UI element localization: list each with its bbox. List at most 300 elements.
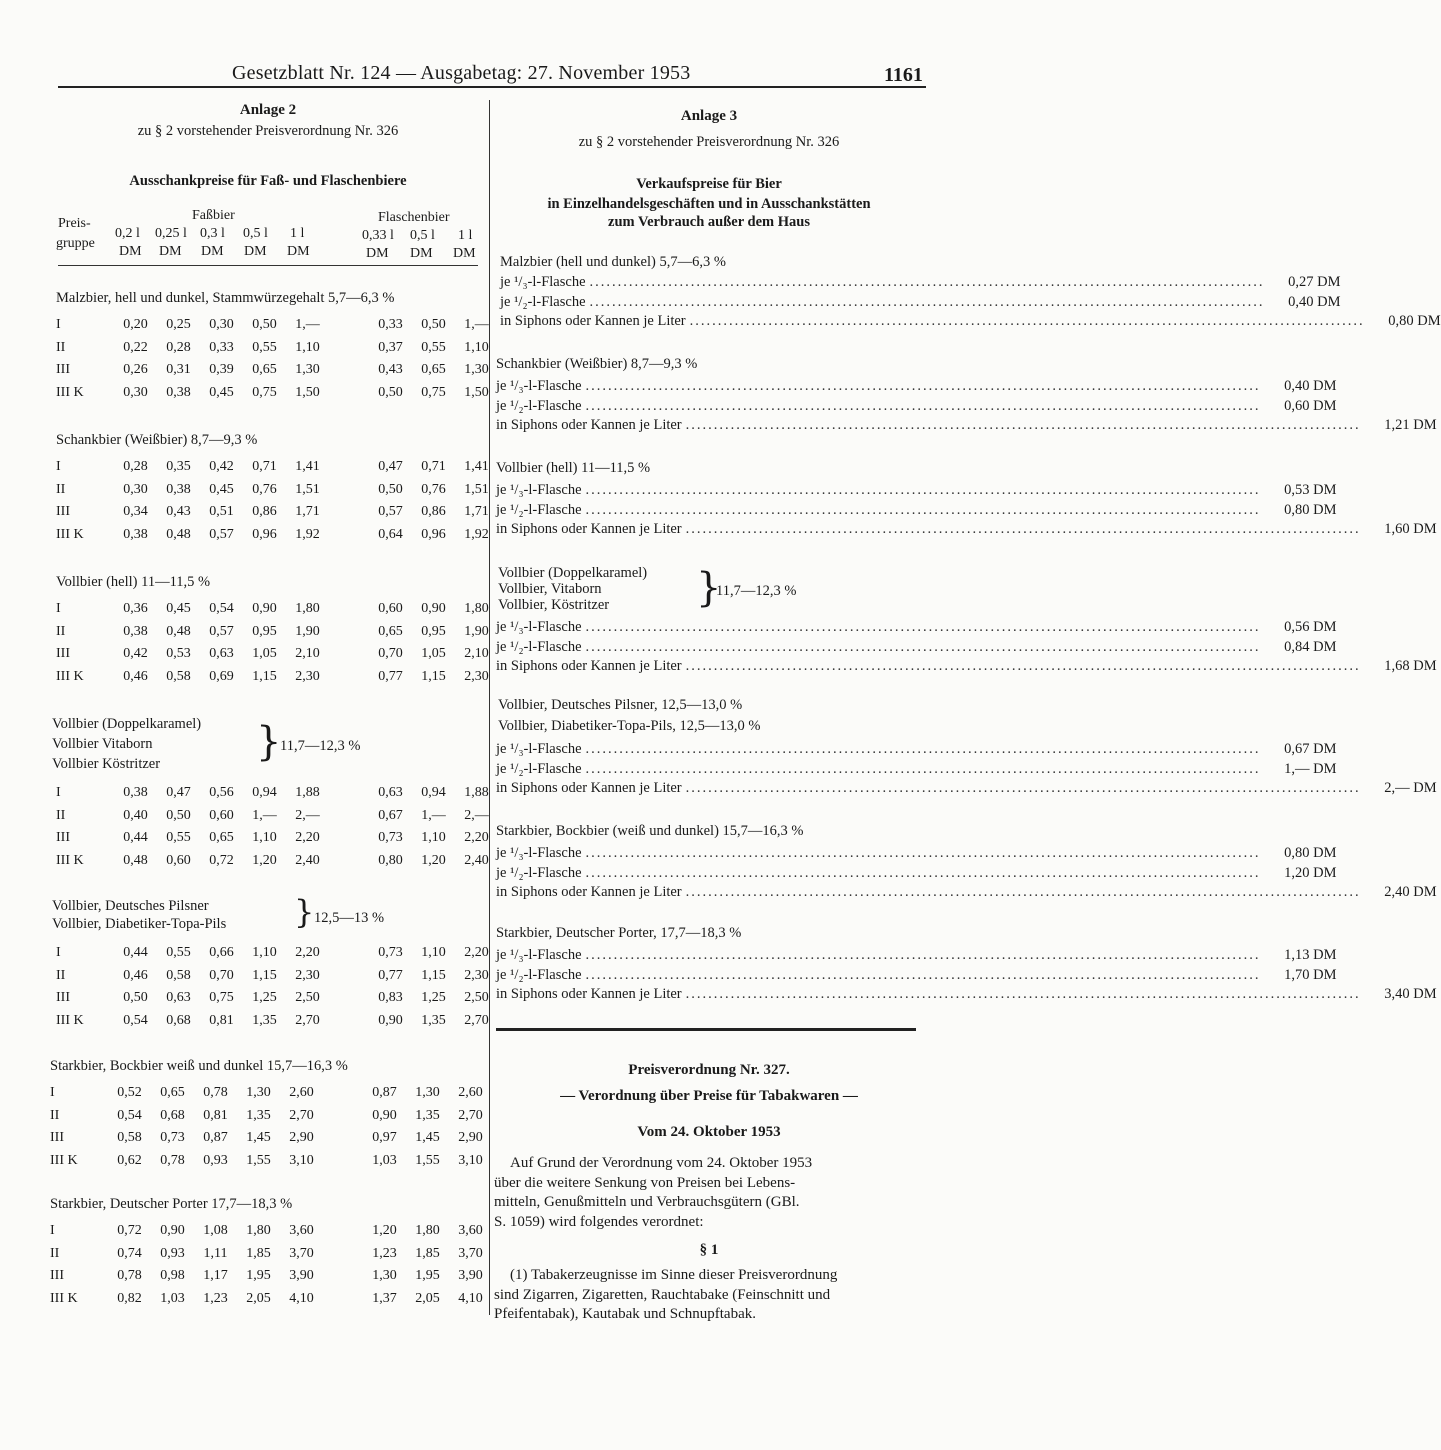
price-cell: 0,81: [209, 1012, 234, 1028]
retail-price-line: [496, 638, 1337, 658]
retail-item-label: je ¹/₃-l-Flasche: [496, 947, 582, 963]
retail-item-label: je ¹/₃-l-Flasche: [496, 378, 582, 394]
price-cell: 0,71: [252, 459, 277, 475]
price-cell: 0,58: [117, 1130, 142, 1146]
price-group-cell: III: [56, 830, 70, 846]
price-cell: 1,51: [295, 481, 320, 497]
price-cell: 1,35: [246, 1107, 271, 1123]
price-cell: 1,15: [252, 967, 277, 983]
price-cell: 1,—: [295, 317, 320, 333]
decree-section-heading: § 1: [699, 1242, 719, 1258]
retail-group-title: Schankbier (Weißbier) 8,7—9,3 %: [496, 356, 698, 372]
table-row: [56, 479, 498, 502]
dot-leader: ........................................................................................................................: [585, 638, 1261, 655]
dot-leader: ........................................................................................................................: [585, 741, 1261, 757]
price-cell: 0,37: [378, 339, 403, 355]
price-cell: 0,38: [123, 623, 148, 639]
col-header-0-25: 0,25 l: [155, 226, 187, 241]
price-cell: 0,65: [160, 1085, 185, 1101]
price-group-cell: III K: [56, 1012, 84, 1028]
retail-price-line: [496, 883, 1437, 903]
table-row: [56, 805, 498, 828]
price-cell: 0,55: [166, 945, 191, 961]
price-cell: 1,—: [252, 807, 277, 823]
price-cell: 0,93: [160, 1245, 185, 1261]
table-row: [56, 314, 498, 337]
price-cell: 0,33: [209, 339, 234, 355]
table-row: [56, 382, 498, 405]
retail-price-line: [496, 740, 1337, 760]
retail-price-line: [500, 293, 1341, 313]
price-group-cell: III: [56, 990, 70, 1006]
group-range: 12,5—13 %: [314, 910, 385, 926]
price-cell: 0,38: [123, 785, 148, 801]
price-cell: 0,94: [421, 785, 446, 801]
group-title-line: Vollbier Vitaborn: [52, 736, 153, 752]
price-cell: 1,03: [372, 1152, 397, 1168]
price-cell: 1,45: [246, 1130, 271, 1146]
price-cell: 1,80: [246, 1223, 271, 1239]
price-cell: 0,72: [209, 852, 234, 868]
retail-item-label: in Siphons oder Kannen je Liter: [496, 884, 682, 900]
price-cell: 0,44: [123, 945, 148, 961]
col-header-0-3: 0,3 l: [200, 226, 225, 241]
group-title-line: Vollbier, Diabetiker-Topa-Pils, 12,5—13,0 %: [498, 718, 761, 734]
retail-price-line: [500, 273, 1341, 293]
price-cell: 0,65: [252, 362, 277, 378]
price-cell: 2,—: [464, 807, 489, 823]
price-cell: 2,50: [464, 990, 489, 1006]
retail-item-price: 1,68 DM: [1384, 658, 1437, 674]
col-header-0-5-fl: 0,5 l: [410, 228, 435, 243]
price-cell: 0,26: [123, 362, 148, 378]
group-title: Schankbier (Weißbier) 8,7—9,3 %: [56, 432, 258, 448]
table-row: [56, 456, 498, 479]
price-cell: 1,23: [203, 1290, 228, 1306]
price-cell: 2,30: [295, 967, 320, 983]
group-title-line: Vollbier, Köstritzer: [498, 597, 610, 613]
price-cell: 0,22: [123, 339, 148, 355]
retail-price-line: [496, 481, 1337, 501]
price-cell: 0,62: [117, 1152, 142, 1168]
price-cell: 1,35: [252, 1012, 277, 1028]
price-cell: 0,50: [378, 481, 403, 497]
retail-price-line: [496, 779, 1437, 799]
group-title-line: Vollbier, Vitaborn: [498, 581, 602, 597]
price-cell: 0,56: [209, 785, 234, 801]
retail-group: [496, 823, 1437, 903]
retail-price-line: [496, 760, 1337, 780]
group-range: 11,7—12,3 %: [280, 738, 361, 754]
price-cell: 0,54: [209, 601, 234, 617]
section-rule: [496, 1028, 916, 1031]
price-cell: 1,50: [464, 384, 489, 400]
price-cell: 1,15: [252, 668, 277, 684]
price-cell: 1,10: [421, 945, 446, 961]
price-cell: 0,33: [378, 317, 403, 333]
price-cell: 2,40: [295, 852, 320, 868]
price-cell: 2,05: [415, 1290, 440, 1306]
price-group-cell: III: [56, 646, 70, 662]
column-gap: [323, 1150, 363, 1173]
price-cell: 0,78: [203, 1085, 228, 1101]
price-group-cell: III K: [56, 852, 84, 868]
table-row: [56, 942, 498, 965]
price-cell: 2,50: [295, 990, 320, 1006]
price-cell: 0,83: [378, 990, 403, 1006]
price-cell: 1,15: [421, 668, 446, 684]
col-header-dm: DM: [287, 244, 310, 259]
price-cell: 1,03: [160, 1290, 185, 1306]
price-cell: 3,70: [458, 1245, 483, 1261]
price-cell: 1,80: [464, 601, 489, 617]
price-cell: 0,68: [160, 1107, 185, 1123]
retail-item-price: 1,70 DM: [1284, 966, 1337, 983]
group-title-line: Vollbier (Doppelkaramel): [498, 565, 648, 581]
price-table: [56, 314, 498, 404]
table-row: [50, 1243, 492, 1266]
price-cell: 0,95: [252, 623, 277, 639]
price-cell: 0,70: [209, 967, 234, 983]
column-gap: [329, 666, 369, 689]
retail-group: [496, 460, 1437, 540]
price-cell: 0,57: [209, 623, 234, 639]
price-cell: 0,87: [203, 1130, 228, 1146]
retail-item-price: 0,53 DM: [1284, 482, 1337, 498]
price-cell: 1,30: [246, 1085, 271, 1101]
price-cell: 0,38: [123, 526, 148, 542]
price-cell: 1,25: [252, 990, 277, 1006]
price-cell: 0,74: [117, 1245, 142, 1261]
dot-leader: ........................................................................................................................: [585, 482, 1261, 498]
column-gap: [329, 850, 369, 873]
price-cell: 0,42: [209, 459, 234, 475]
price-cell: 3,60: [289, 1223, 314, 1239]
price-cell: 3,90: [458, 1268, 483, 1284]
price-cell: 1,10: [252, 830, 277, 846]
price-cell: 0,50: [421, 317, 446, 333]
price-cell: 2,30: [295, 668, 320, 684]
group-title: Vollbier (hell) 11—11,5 %: [56, 574, 211, 590]
price-cell: 0,60: [209, 807, 234, 823]
retail-item-label: je ¹/₂-l-Flasche: [496, 501, 582, 518]
retail-group: [496, 925, 1437, 1005]
col-header-0-33: 0,33 l: [362, 228, 394, 243]
price-cell: 1,20: [421, 852, 446, 868]
table-row: [50, 1220, 492, 1243]
price-cell: 0,45: [209, 481, 234, 497]
table-row: [50, 1150, 492, 1173]
price-group-cell: II: [50, 1245, 60, 1261]
right-title-line: zum Verbrauch außer dem Haus: [608, 214, 810, 230]
price-cell: 0,43: [378, 362, 403, 378]
column-gap: [323, 1243, 363, 1266]
price-cell: 1,45: [415, 1130, 440, 1146]
price-cell: 0,52: [117, 1085, 142, 1101]
price-cell: 0,93: [203, 1152, 228, 1168]
retail-item-price: 0,40 DM: [1284, 378, 1337, 394]
price-group-cell: I: [56, 785, 61, 801]
price-cell: 1,—: [421, 807, 446, 823]
dot-leader: ........................................................................................................................: [685, 658, 1361, 674]
price-cell: 0,60: [378, 601, 403, 617]
price-cell: 1,20: [372, 1223, 397, 1239]
price-cell: 0,30: [209, 317, 234, 333]
column-gap: [329, 456, 369, 479]
price-cell: 0,36: [123, 601, 148, 617]
price-group-cell: II: [56, 967, 66, 983]
retail-price-line: [496, 966, 1337, 986]
decree-section-line: sind Zigarren, Zigaretten, Rauchtabake (Feinschnitt und: [494, 1286, 831, 1303]
price-cell: 0,67: [378, 807, 403, 823]
retail-price-line: [496, 864, 1337, 884]
price-cell: 0,90: [378, 1012, 403, 1028]
price-cell: 0,47: [378, 459, 403, 475]
price-cell: 1,11: [203, 1245, 228, 1261]
retail-item-label: in Siphons oder Kannen je Liter: [496, 780, 682, 796]
decree-subtitle: — Verordnung über Preise für Tabakwaren —: [560, 1088, 858, 1104]
price-group-cell: III K: [56, 526, 84, 542]
retail-price-line: [496, 946, 1337, 966]
price-cell: 2,70: [464, 1012, 489, 1028]
price-cell: 1,95: [415, 1268, 440, 1284]
price-group-cell: III K: [50, 1290, 78, 1306]
price-cell: 0,43: [166, 504, 191, 520]
retail-item-label: je ¹/₂-l-Flasche: [496, 397, 582, 414]
dot-leader: ........................................................................................................................: [585, 397, 1261, 414]
price-cell: 1,51: [464, 481, 489, 497]
price-cell: 1,25: [421, 990, 446, 1006]
dot-leader: ........................................................................................................................: [589, 293, 1265, 310]
price-cell: 0,57: [209, 526, 234, 542]
table-row: [56, 850, 498, 873]
price-cell: 2,60: [458, 1085, 483, 1101]
dot-leader: ........................................................................................................................: [685, 417, 1361, 433]
price-cell: 1,41: [295, 459, 320, 475]
retail-group: [496, 618, 1437, 677]
retail-price-line: [496, 520, 1437, 540]
price-cell: 1,88: [464, 785, 489, 801]
retail-item-label: je ¹/₂-l-Flasche: [496, 760, 582, 777]
price-cell: 0,39: [209, 362, 234, 378]
column-gap: [329, 1010, 369, 1033]
price-cell: 0,75: [421, 384, 446, 400]
price-group-cell: I: [56, 945, 61, 961]
price-cell: 1,95: [246, 1268, 271, 1284]
price-cell: 0,34: [123, 504, 148, 520]
price-cell: 0,76: [421, 481, 446, 497]
price-cell: 0,86: [252, 504, 277, 520]
column-gap: [329, 827, 369, 850]
left-anlage-heading: Anlage 2: [239, 102, 297, 118]
retail-item-price: 2,— DM: [1384, 780, 1437, 796]
table-row: [56, 827, 498, 850]
table-row: [56, 501, 498, 524]
header-rule: [58, 86, 926, 88]
retail-price-line: [496, 844, 1337, 864]
price-cell: 0,90: [421, 601, 446, 617]
price-cell: 0,94: [252, 785, 277, 801]
table-row: [56, 598, 498, 621]
col-header-dm: DM: [201, 244, 224, 259]
price-cell: 0,68: [166, 1012, 191, 1028]
group-title: Starkbier, Deutscher Porter 17,7—18,3 %: [50, 1196, 293, 1212]
price-cell: 0,78: [117, 1268, 142, 1284]
group-title-line: Vollbier, Deutsches Pilsner, 12,5—13,0 %: [498, 697, 743, 713]
retail-item-price: 0,60 DM: [1284, 397, 1337, 414]
col-header-fassbier: Faßbier: [192, 208, 235, 223]
retail-item-label: in Siphons oder Kannen je Liter: [500, 313, 686, 329]
table-row: [56, 359, 498, 382]
price-cell: 1,90: [295, 623, 320, 639]
price-cell: 0,73: [378, 830, 403, 846]
price-cell: 2,20: [295, 830, 320, 846]
price-cell: 0,63: [209, 646, 234, 662]
price-cell: 0,45: [209, 384, 234, 400]
retail-item-label: in Siphons oder Kannen je Liter: [496, 417, 682, 433]
price-cell: 0,28: [123, 459, 148, 475]
price-cell: 0,76: [252, 481, 277, 497]
price-cell: 0,38: [166, 481, 191, 497]
col-header-1: 1 l: [290, 226, 305, 241]
price-cell: 0,65: [421, 362, 446, 378]
dot-leader: ........................................................................................................................: [585, 378, 1261, 394]
price-cell: 0,75: [252, 384, 277, 400]
group-title: Malzbier, hell und dunkel, Stammwürzegehalt 5,7—6,3 %: [56, 290, 395, 306]
price-cell: 1,85: [415, 1245, 440, 1261]
decree-section-line: (1) Tabakerzeugnisse im Sinne dieser Preisverordnung: [510, 1267, 838, 1283]
price-cell: 1,17: [203, 1268, 228, 1284]
price-cell: 2,20: [295, 945, 320, 961]
price-cell: 0,65: [378, 623, 403, 639]
price-cell: 0,81: [203, 1107, 228, 1123]
retail-item-price: 1,60 DM: [1384, 521, 1437, 537]
retail-price-line: [496, 377, 1337, 397]
dot-leader: ........................................................................................................................: [585, 845, 1261, 861]
brace-icon: }: [696, 565, 722, 611]
price-cell: 2,20: [464, 945, 489, 961]
price-cell: 0,54: [123, 1012, 148, 1028]
price-cell: 1,10: [295, 339, 320, 355]
col-header-preis: Preis-: [58, 216, 91, 231]
price-cell: 1,71: [295, 504, 320, 520]
price-cell: 0,82: [117, 1290, 142, 1306]
price-group-cell: I: [56, 601, 61, 617]
price-cell: 1,30: [295, 362, 320, 378]
price-cell: 0,87: [372, 1085, 397, 1101]
table-row: [50, 1265, 492, 1288]
retail-item-label: je ¹/₃-l-Flasche: [496, 482, 582, 498]
price-cell: 0,72: [117, 1223, 142, 1239]
retail-price-line: [496, 501, 1337, 521]
price-cell: 0,45: [166, 601, 191, 617]
right-title-line: Verkaufspreise für Bier: [636, 176, 782, 192]
decree-date: Vom 24. Oktober 1953: [637, 1124, 781, 1140]
col-header-dm: DM: [453, 246, 476, 261]
price-cell: 2,30: [464, 668, 489, 684]
dot-leader: ........................................................................................................................: [685, 884, 1361, 900]
group-range: 11,7—12,3 %: [716, 583, 797, 599]
price-cell: 1,15: [421, 967, 446, 983]
retail-item-price: 0,40 DM: [1288, 293, 1341, 310]
price-cell: 2,70: [458, 1107, 483, 1123]
price-cell: 2,—: [295, 807, 320, 823]
price-cell: 0,46: [123, 967, 148, 983]
table-row: [56, 524, 498, 547]
price-cell: 2,30: [464, 967, 489, 983]
column-gap: [323, 1105, 363, 1128]
price-cell: 1,10: [464, 339, 489, 355]
group-title-line: Vollbier (Doppelkaramel): [52, 716, 202, 732]
retail-item-price: 1,— DM: [1284, 760, 1337, 777]
col-header-0-2: 0,2 l: [115, 226, 140, 241]
price-cell: 0,96: [421, 526, 446, 542]
price-cell: 0,96: [252, 526, 277, 542]
price-table: [50, 1220, 492, 1310]
price-cell: 1,55: [246, 1152, 271, 1168]
price-group-cell: I: [50, 1085, 55, 1101]
table-row: [56, 987, 498, 1010]
price-cell: 0,30: [123, 384, 148, 400]
column-gap: [329, 479, 369, 502]
price-cell: 0,95: [421, 623, 446, 639]
price-cell: 2,60: [289, 1085, 314, 1101]
column-gap: [329, 382, 369, 405]
retail-price-line: [496, 657, 1437, 677]
price-cell: 1,08: [203, 1223, 228, 1239]
price-cell: 1,92: [295, 526, 320, 542]
price-cell: 0,77: [378, 668, 403, 684]
col-header-dm: DM: [159, 244, 182, 259]
price-cell: 0,35: [166, 459, 191, 475]
col-header-dm: DM: [410, 246, 433, 261]
price-cell: 1,37: [372, 1290, 397, 1306]
dot-leader: ........................................................................................................................: [585, 864, 1261, 881]
retail-item-label: je ¹/₂-l-Flasche: [500, 293, 586, 310]
price-cell: 0,51: [209, 504, 234, 520]
price-cell: 0,78: [160, 1152, 185, 1168]
price-cell: 0,44: [123, 830, 148, 846]
price-cell: 1,10: [252, 945, 277, 961]
group-title-line: Vollbier, Deutsches Pilsner: [52, 898, 209, 914]
decree-title: Preisverordnung Nr. 327.: [628, 1062, 790, 1078]
column-gap: [323, 1288, 363, 1311]
price-cell: 1,71: [464, 504, 489, 520]
price-cell: 2,05: [246, 1290, 271, 1306]
retail-item-price: 0,80 DM: [1284, 501, 1337, 518]
price-cell: 0,50: [166, 807, 191, 823]
table-row: [50, 1082, 492, 1105]
price-cell: 0,50: [252, 317, 277, 333]
price-cell: 0,31: [166, 362, 191, 378]
retail-price-line: [496, 397, 1337, 417]
price-cell: 0,30: [123, 481, 148, 497]
price-cell: 0,66: [209, 945, 234, 961]
price-group-cell: III K: [56, 384, 84, 400]
col-header-flaschenbier: Flaschenbier: [378, 210, 450, 225]
price-group-cell: I: [56, 317, 61, 333]
price-cell: 0,86: [421, 504, 446, 520]
column-gap: [329, 621, 369, 644]
price-cell: 2,20: [464, 830, 489, 846]
col-header-dm: DM: [244, 244, 267, 259]
col-header-0-5: 0,5 l: [243, 226, 268, 241]
decree-section-text: [494, 1266, 918, 1325]
retail-price-line: [496, 618, 1337, 638]
col-header-1-fl: 1 l: [458, 228, 473, 243]
price-cell: 0,98: [160, 1268, 185, 1284]
price-cell: 1,80: [415, 1223, 440, 1239]
